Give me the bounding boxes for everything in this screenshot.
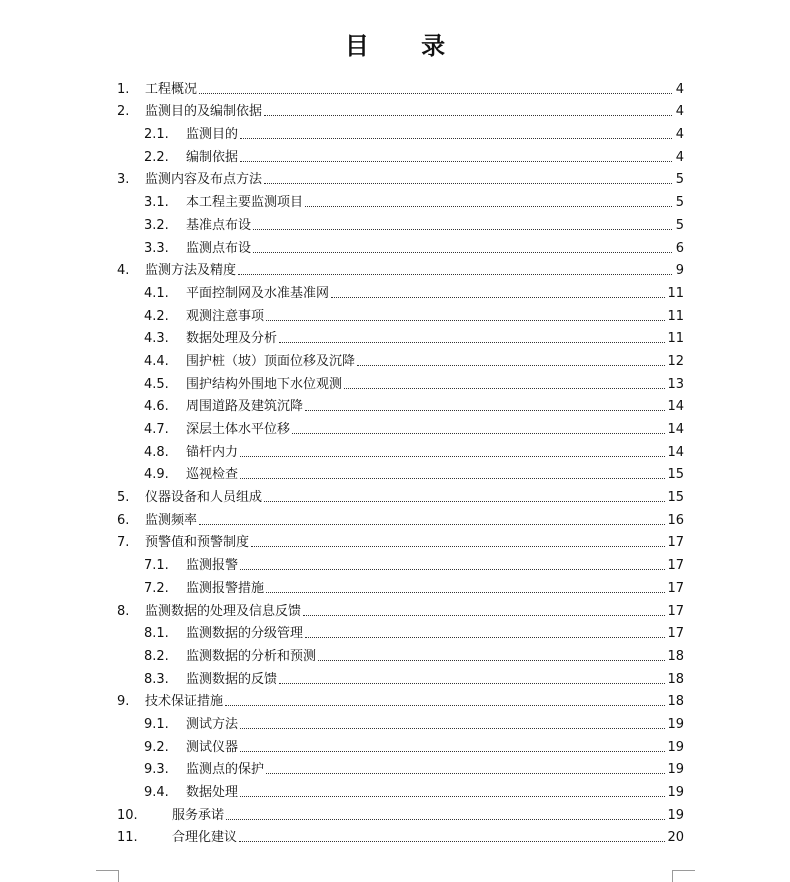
toc-entry-title: 工程概况 [145, 81, 198, 97]
toc-entry-page-number: 19 [667, 807, 684, 823]
toc-entry-number: 2.1. [144, 127, 169, 143]
toc-entry-number: 4. [117, 263, 130, 279]
toc-entry-number: 8.3. [144, 671, 169, 687]
toc-entry-number: 3.3. [144, 240, 169, 256]
toc-entry-number: 3. [117, 172, 130, 188]
toc-entry[interactable] [117, 506, 684, 529]
toc-entry-number: 7.2. [144, 580, 169, 596]
toc-entry-title: 周围道路及建筑沉降 [186, 399, 304, 415]
toc-entry-page-number: 5 [675, 217, 684, 233]
toc-dot-leader [240, 161, 672, 162]
toc-dot-leader [226, 819, 665, 820]
toc-entry-page-number: 19 [667, 739, 684, 755]
toc-entry[interactable] [117, 733, 684, 756]
toc-dot-leader [240, 478, 665, 479]
toc-entry-page-number: 18 [667, 694, 684, 710]
toc-dot-leader [240, 569, 665, 570]
toc-entry[interactable] [117, 188, 684, 211]
toc-entry[interactable] [117, 75, 684, 98]
toc-entry[interactable] [117, 279, 684, 302]
toc-entry-title: 监测报警 [186, 558, 239, 574]
toc-dot-leader [240, 751, 665, 752]
toc-entry-page-number: 11 [667, 308, 684, 324]
toc-entry-number: 4.1. [144, 285, 169, 301]
toc-entry[interactable] [117, 302, 684, 325]
toc-entry-page-number: 14 [667, 422, 684, 437]
toc-entry-title: 服务承诺 [172, 807, 225, 823]
table-of-contents [117, 75, 684, 846]
toc-dot-leader [279, 683, 665, 684]
toc-entry-number: 3.2. [144, 217, 169, 233]
toc-entry-number: 9.1. [144, 716, 169, 732]
toc-entry[interactable] [117, 597, 684, 620]
toc-dot-leader [253, 252, 672, 253]
toc-entry-page-number: 16 [667, 512, 684, 528]
toc-entry-page-number: 18 [667, 648, 684, 664]
toc-dot-leader [240, 456, 665, 457]
toc-entry-title: 数据处理 [186, 785, 239, 800]
toc-dot-leader [253, 229, 672, 230]
toc-entry-page-number: 5 [675, 172, 684, 188]
toc-entry-title: 监测数据的分析和预测 [186, 648, 317, 664]
toc-dot-leader [305, 637, 665, 638]
toc-dot-leader [264, 501, 665, 502]
toc-entry-page-number: 14 [667, 444, 684, 460]
toc-entry[interactable] [117, 325, 684, 348]
toc-entry-page-number: 17 [667, 603, 684, 619]
toc-entry-page-number: 4 [675, 127, 684, 143]
toc-dot-leader [305, 206, 672, 207]
toc-entry-number: 4.7. [144, 422, 169, 437]
toc-dot-leader [344, 388, 665, 389]
toc-entry[interactable] [117, 234, 684, 257]
toc-entry-page-number: 9 [675, 263, 684, 279]
toc-entry-page-number: 4 [675, 149, 684, 165]
toc-entry-page-number: 19 [667, 785, 684, 800]
toc-dot-leader [239, 841, 665, 842]
page-title: 目 录 [344, 31, 468, 60]
toc-entry-number: 8. [117, 603, 130, 619]
toc-entry-title: 合理化建议 [172, 830, 238, 846]
toc-dot-leader [240, 796, 665, 797]
toc-entry-title: 技术保证措施 [145, 694, 224, 710]
toc-dot-leader [225, 705, 665, 706]
toc-entry-title: 仪器设备和人员组成 [145, 490, 263, 506]
toc-entry[interactable] [117, 98, 684, 121]
toc-entry-page-number: 19 [667, 762, 684, 778]
toc-entry-number: 4.3. [144, 331, 169, 347]
toc-entry-number: 9. [117, 694, 130, 710]
toc-entry[interactable] [117, 483, 684, 506]
toc-dot-leader [303, 615, 665, 616]
toc-entry-page-number: 15 [667, 467, 684, 483]
toc-entry-number: 2. [117, 104, 130, 120]
toc-entry[interactable] [117, 257, 684, 280]
toc-dot-leader [251, 546, 665, 547]
toc-entry-title: 测试方法 [186, 716, 239, 732]
toc-entry[interactable] [117, 642, 684, 665]
toc-dot-leader [199, 524, 665, 525]
toc-entry[interactable] [117, 688, 684, 711]
toc-entry[interactable] [117, 166, 684, 189]
toc-entry[interactable] [117, 393, 684, 416]
toc-entry-title: 围护桩（坡）顶面位移及沉降 [186, 353, 356, 369]
toc-entry-page-number: 17 [667, 626, 684, 642]
toc-entry[interactable] [117, 756, 684, 779]
toc-entry-page-number: 13 [667, 376, 684, 392]
toc-dot-leader [305, 410, 665, 411]
toc-entry-title: 预警值和预警制度 [145, 535, 250, 551]
toc-entry-page-number: 12 [667, 353, 684, 369]
toc-entry[interactable] [117, 710, 684, 733]
toc-entry[interactable] [117, 438, 684, 461]
toc-entry-number: 4.4. [144, 353, 169, 369]
toc-dot-leader [331, 297, 665, 298]
toc-entry[interactable] [117, 347, 684, 370]
toc-entry-title: 监测频率 [145, 512, 198, 528]
toc-entry-number: 8.2. [144, 648, 169, 664]
toc-dot-leader [266, 592, 665, 593]
toc-dot-leader [318, 660, 665, 661]
toc-entry-number: 4.6. [144, 399, 169, 415]
toc-entry-page-number: 17 [667, 580, 684, 596]
toc-entry-number: 4.9. [144, 467, 169, 483]
toc-entry-page-number: 17 [667, 558, 684, 574]
toc-dot-leader [266, 320, 665, 321]
toc-dot-leader [264, 115, 672, 116]
toc-entry-number: 4.8. [144, 444, 169, 460]
toc-entry-title: 监测方法及精度 [145, 263, 237, 279]
toc-entry-title: 监测数据的处理及信息反馈 [145, 603, 302, 619]
toc-entry-page-number: 18 [667, 671, 684, 687]
toc-entry-page-number: 4 [675, 81, 684, 97]
toc-entry-title: 监测点布设 [186, 240, 252, 256]
toc-entry-page-number: 19 [667, 716, 684, 732]
toc-entry[interactable] [117, 824, 684, 847]
toc-dot-leader [240, 728, 665, 729]
toc-entry-page-number: 11 [667, 331, 684, 347]
toc-entry-title: 巡视检查 [186, 467, 239, 483]
toc-entry-title: 监测目的 [186, 127, 239, 143]
toc-entry-title: 编制依据 [186, 149, 239, 165]
toc-entry-title: 监测报警措施 [186, 580, 265, 596]
toc-entry-number: 9.4. [144, 785, 169, 800]
toc-entry[interactable] [117, 143, 684, 166]
toc-entry[interactable] [117, 461, 684, 484]
toc-dot-leader [264, 183, 672, 184]
toc-entry-number: 11. [117, 830, 138, 846]
toc-entry[interactable] [117, 370, 684, 393]
toc-entry-title: 监测数据的反馈 [186, 671, 278, 687]
toc-entry-page-number: 4 [675, 104, 684, 120]
toc-entry-title: 锚杆内力 [186, 444, 239, 460]
toc-entry-title: 监测数据的分级管理 [186, 626, 304, 642]
toc-entry-number: 4.2. [144, 308, 169, 324]
toc-entry-title: 测试仪器 [186, 739, 239, 755]
toc-entry-number: 4.5. [144, 376, 169, 392]
toc-dot-leader [279, 342, 665, 343]
toc-entry[interactable] [117, 778, 684, 801]
toc-entry[interactable] [117, 574, 684, 597]
toc-entry-title: 围护结构外围地下水位观测 [186, 376, 343, 392]
toc-entry-number: 7.1. [144, 558, 169, 574]
toc-entry-title: 监测目的及编制依据 [145, 104, 263, 120]
page-corner-mark-left [96, 870, 119, 882]
toc-entry[interactable] [117, 415, 684, 438]
toc-entry-title: 本工程主要监测项目 [186, 195, 304, 211]
toc-dot-leader [199, 93, 672, 94]
page-corner-mark-right [672, 870, 695, 882]
toc-entry-page-number: 14 [667, 399, 684, 415]
toc-entry-page-number: 11 [667, 285, 684, 301]
toc-entry-page-number: 6 [675, 240, 684, 256]
toc-entry[interactable] [117, 801, 684, 824]
toc-entry[interactable] [117, 529, 684, 552]
toc-entry-number: 10. [117, 807, 138, 823]
toc-entry-number: 8.1. [144, 626, 169, 642]
toc-entry-number: 6. [117, 512, 130, 528]
toc-entry-number: 2.2. [144, 149, 169, 165]
toc-entry-page-number: 5 [675, 195, 684, 211]
toc-entry[interactable] [117, 211, 684, 234]
toc-entry[interactable] [117, 665, 684, 688]
toc-entry-number: 7. [117, 535, 130, 551]
toc-entry[interactable] [117, 120, 684, 143]
toc-entry-number: 1. [117, 81, 130, 97]
toc-dot-leader [266, 773, 665, 774]
toc-entry[interactable] [117, 551, 684, 574]
toc-entry[interactable] [117, 620, 684, 643]
toc-entry-page-number: 17 [667, 535, 684, 551]
toc-dot-leader [240, 138, 672, 139]
toc-entry-page-number: 15 [667, 490, 684, 506]
toc-entry-title: 观测注意事项 [186, 308, 265, 324]
toc-entry-page-number: 20 [667, 830, 684, 846]
toc-dot-leader [292, 433, 665, 434]
toc-entry-number: 5. [117, 490, 130, 506]
toc-entry-number: 3.1. [144, 195, 169, 211]
toc-entry-title: 基准点布设 [186, 217, 252, 233]
toc-dot-leader [238, 274, 672, 275]
toc-entry-title: 平面控制网及水准基准网 [186, 285, 330, 301]
toc-entry-number: 9.3. [144, 762, 169, 778]
toc-entry-title: 监测内容及布点方法 [145, 172, 263, 188]
toc-entry-number: 9.2. [144, 739, 169, 755]
toc-entry-title: 深层土体水平位移 [186, 422, 291, 437]
toc-dot-leader [357, 365, 665, 366]
toc-entry-title: 数据处理及分析 [186, 331, 278, 347]
toc-entry-title: 监测点的保护 [186, 762, 265, 778]
